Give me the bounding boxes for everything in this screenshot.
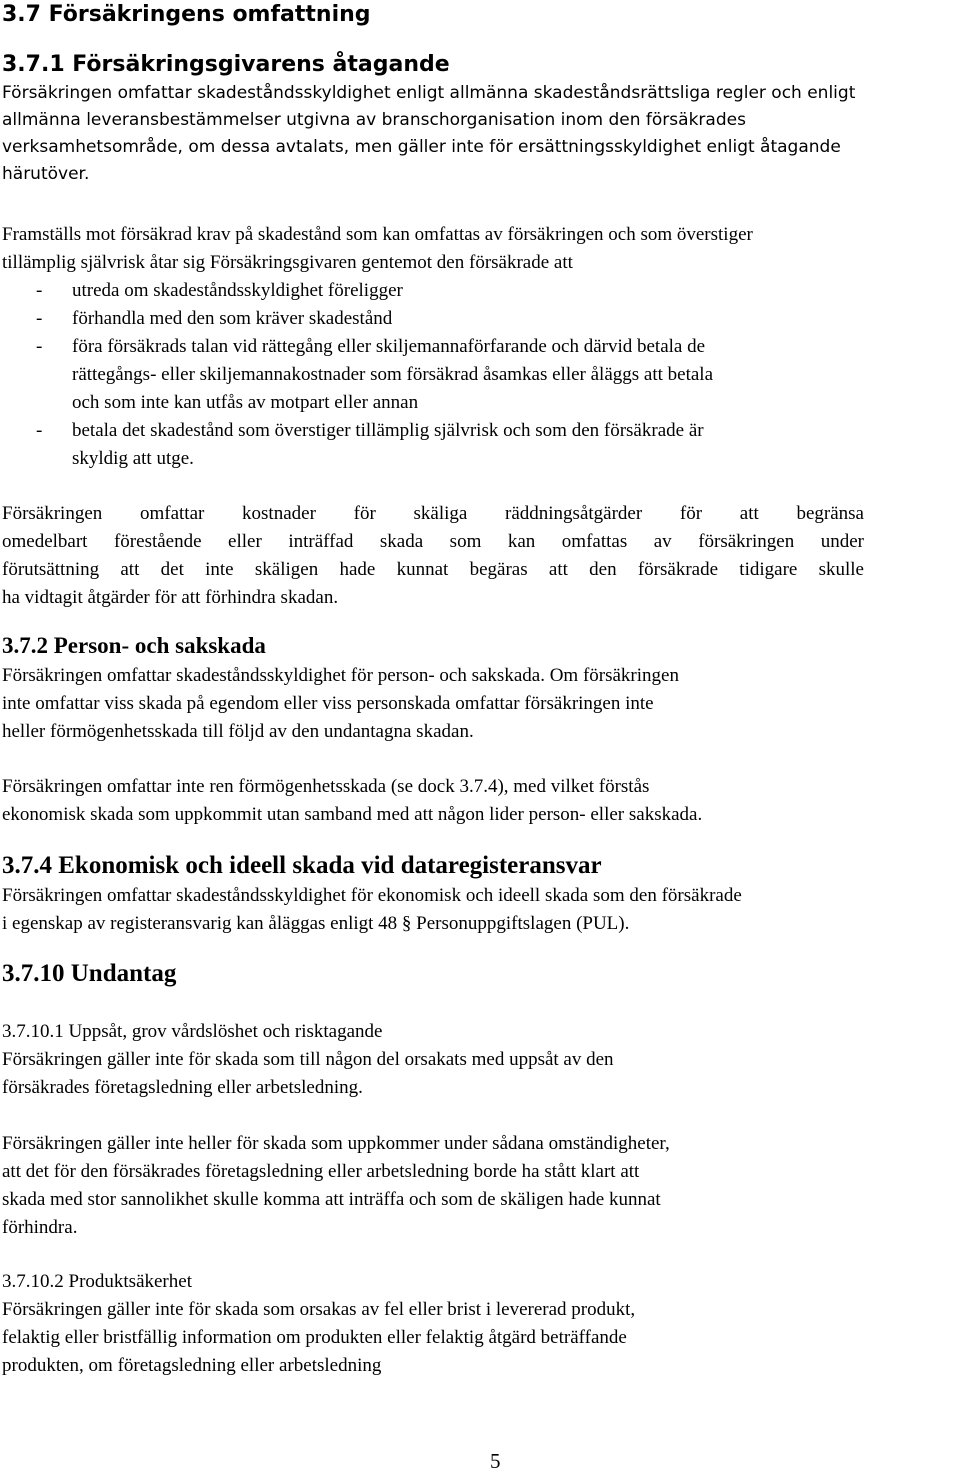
list-item-text: rättegångs- eller skiljemannakostnader som försäkrad åsamkas eller åläggs att betala [72,364,713,385]
product-paragraph [2,1296,635,1380]
text-line: Försäkringen omfattar skadeståndsskyldighet för ekonomisk och ideell skada som den försäkrade [2,885,742,906]
text-line: heller förmögenhetsskada till följd av den undantagna skadan. [2,721,474,742]
claim-paragraph [2,221,753,277]
text-line: förhindra. [2,1217,78,1238]
list-dash: - [36,420,43,441]
text-line: Försäkringen omfattar inte ren förmögenhetsskada (se dock 3.7.4), med vilket förstås [2,776,650,797]
circumstance-paragraph [2,1130,670,1242]
text-line: förutsättning att det inte skäligen hade kunnat begäras att den försäkrade tidigare skulle [2,559,864,580]
list-dash: - [36,280,43,301]
text-line: Framställs mot försäkrad krav på skadestånd som kan omfattas av försäkringen och som överstiger [2,224,753,245]
text-line: att det för den försäkrades företagsledning eller arbetsledning borde ha stått klart att [2,1161,640,1182]
subsection-heading: 3.7.1 Försäkringsgivarens åtagande [2,52,450,77]
list-dash: - [36,336,43,357]
list-item-text: utreda om skadeståndsskyldighet föreligger [72,280,403,301]
text-line: försäkrades företagsledning eller arbetsledning. [2,1077,363,1098]
list-item-text: betala det skadestånd som överstiger tillämplig självrisk och som den försäkrade är [72,420,704,441]
list-item-text: föra försäkrads talan vid rättegång eller skiljemannaförfarande och därvid betala de [72,336,706,357]
text-line: härutöver. [2,164,90,184]
text-line: Försäkringen gäller inte för skada som orsakas av fel eller brist i levererad produkt, [2,1299,636,1320]
text-line: verksamhetsområde, om dessa avtalats, men gäller inte för ersättningsskyldighet enligt åtagande [2,137,841,157]
section-heading: 3.7 Försäkringens omfattning [2,2,371,27]
text-line: inte omfattar viss skada på egendom eller viss personskada omfattar försäkringen inte [2,693,654,714]
text-line: allmänna leveransbestämmelser utgivna av branschorganisation inom den försäkrades [2,110,746,130]
text-line: i egenskap av registeransvarig kan åläggas enligt 48 § Personuppgiftslagen (PUL). [2,913,630,934]
list-item [2,305,713,333]
list-item-text: och som inte kan utfås av motpart eller annan [72,392,419,413]
product-heading: 3.7.10.2 Produktsäkerhet [2,1271,192,1292]
list-item-text: skyldig att utge. [72,448,194,469]
text-line: tillämplig självrisk åtar sig Försäkringsgivaren gentemot den försäkrade att [2,252,573,273]
person-paragraph-1 [2,662,679,746]
text-line: Försäkringen gäller inte heller för skada som uppkommer under sådana omständigheter, [2,1133,670,1154]
text-line: Försäkringen omfattar skadeståndsskyldighet enligt allmänna skadeståndsrättsliga regler och enligt [2,83,856,103]
intent-heading: 3.7.10.1 Uppsåt, grov vårdslöshet och risktagande [2,1021,383,1042]
intent-paragraph [2,1046,614,1102]
text-line: Försäkringen gäller inte för skada som till någon del orsakats med uppsåt av den [2,1049,614,1070]
obligation-list [2,277,713,473]
text-line: felaktig eller bristfällig information om produkten eller felaktig åtgärd beträffande [2,1327,627,1348]
text-line: Försäkringen omfattar skadeståndsskyldighet för person- och sakskada. Om försäkringen [2,665,679,686]
list-item [2,333,713,417]
person-paragraph-2 [2,773,702,829]
rescue-paragraph [2,500,864,612]
list-item [2,277,713,305]
text-line: produkten, om företagsledning eller arbetsledning [2,1355,382,1376]
text-line: skada med stor sannolikhet skulle komma att inträffa och som de skäligen hade kunnat [2,1189,661,1210]
list-dash: - [36,308,43,329]
page-number: 5 [490,1449,501,1473]
exceptions-heading: 3.7.10 Undantag [2,960,177,987]
text-line: omedelbart förestående eller inträffad skada som kan omfattas av försäkringen under [2,531,864,552]
list-item [2,417,713,473]
text-line: ha vidtagit åtgärder för att förhindra skadan. [2,587,339,608]
economic-heading: 3.7.4 Ekonomisk och ideell skada vid dataregisteransvar [2,852,602,879]
text-line: ekonomisk skada som uppkommit utan samband med att någon lider person- eller sakskada. [2,804,703,825]
person-heading: 3.7.2 Person- och sakskada [2,633,266,658]
economic-paragraph [2,882,742,938]
list-item-text: förhandla med den som kräver skadestånd [72,308,393,329]
text-line: Försäkringen omfattar kostnader för skäliga räddningsåtgärder för att begränsa [2,503,864,524]
intro-paragraph [2,80,855,188]
